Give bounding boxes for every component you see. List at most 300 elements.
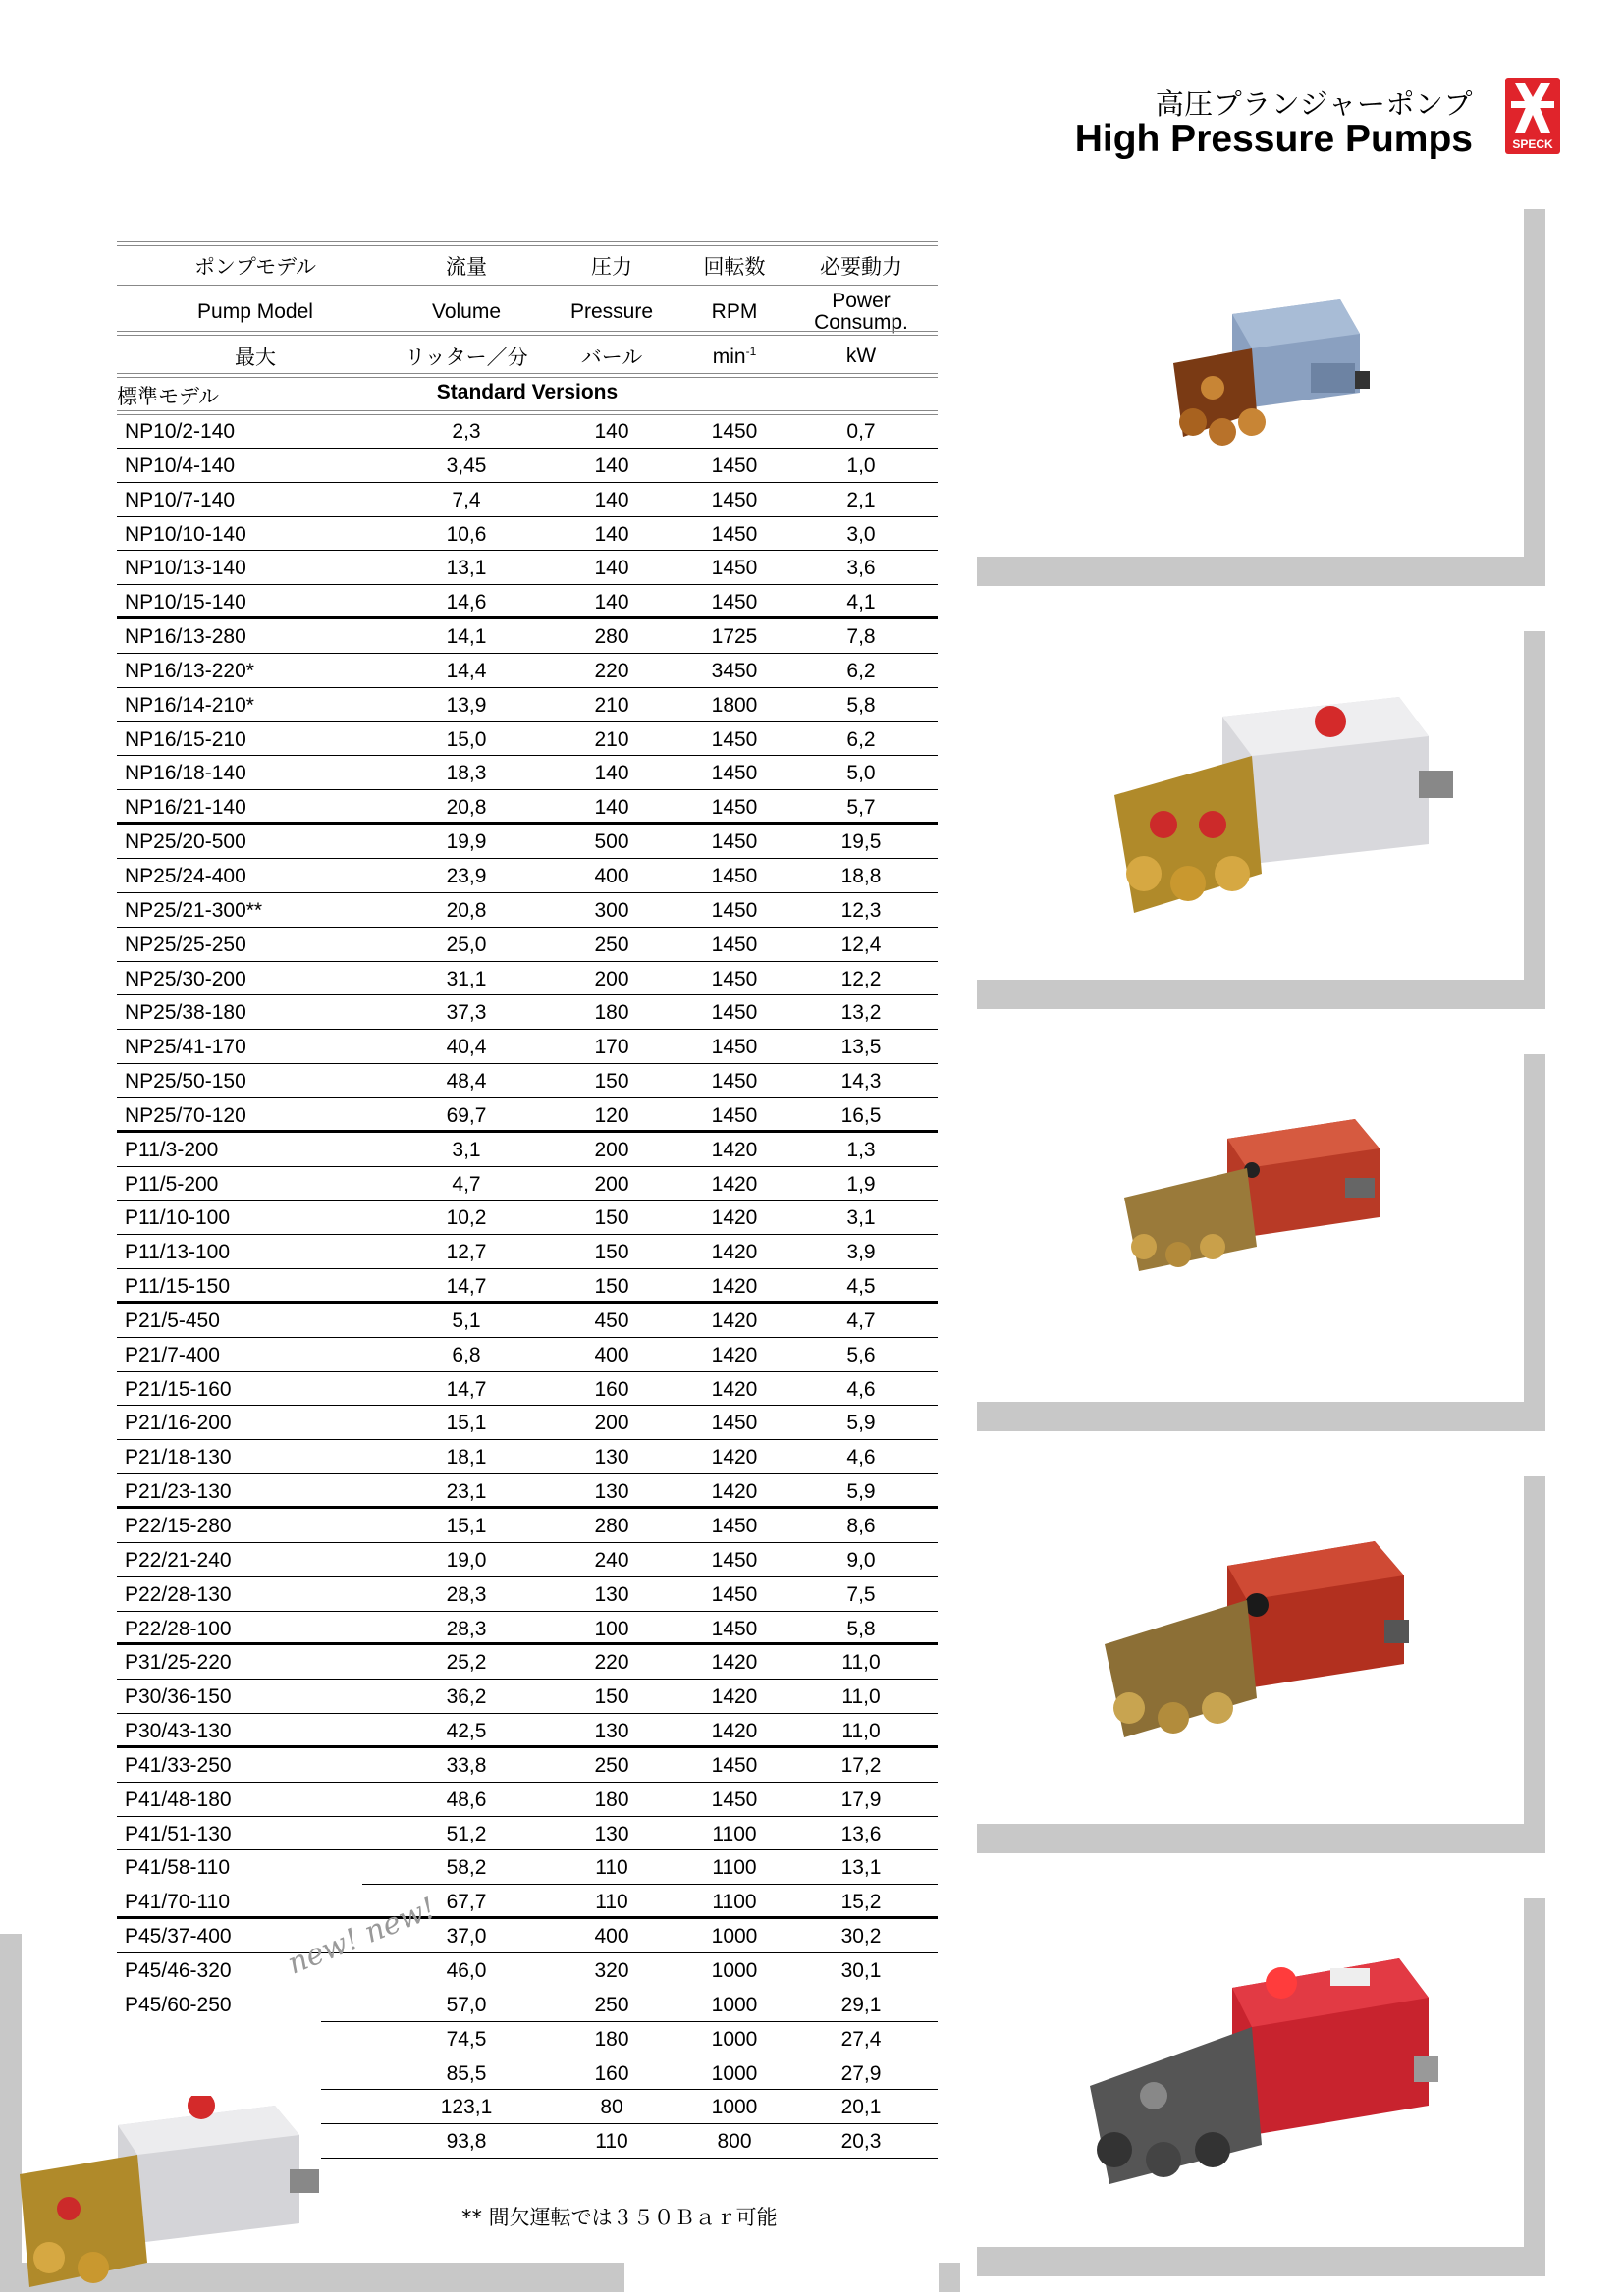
cell-volume: 3,1: [452, 1138, 481, 1161]
cell-power: 27,9: [840, 2061, 882, 2085]
cell-power: 16,5: [840, 1103, 882, 1127]
table-row: [117, 1680, 938, 1714]
cell-power: 11,0: [841, 1685, 881, 1709]
cell-rpm: 1450: [711, 488, 758, 511]
cell-pressure: 250: [594, 1753, 629, 1777]
cell-volume: 33,8: [446, 1753, 487, 1777]
table-row: [117, 1543, 938, 1577]
cell-pressure: 150: [594, 1275, 629, 1299]
cell-volume: 2,3: [452, 420, 481, 443]
cell-power: 13,2: [840, 1001, 882, 1025]
pump-image-blue: [1163, 294, 1370, 471]
cell-volume: 14,4: [446, 659, 487, 682]
cell-rpm: 1450: [711, 591, 758, 614]
table-body: [117, 414, 938, 2159]
cell-pressure: 210: [594, 727, 629, 751]
cell-rpm: 1450: [711, 933, 758, 956]
bracket-5-vertical: [1524, 1898, 1545, 2276]
cell-pressure: 130: [594, 1480, 629, 1504]
cell-rpm: 1450: [711, 1582, 758, 1606]
cell-volume: 23,9: [446, 864, 487, 887]
table-row: [117, 1440, 938, 1474]
cell-rpm: 1100: [712, 1856, 757, 1880]
table-row: [117, 1817, 938, 1851]
cell-volume: 14,7: [446, 1377, 487, 1401]
cell-power: 3,1: [846, 1206, 876, 1230]
cell-model: P21/15-160: [125, 1377, 232, 1401]
cell-pressure: 180: [594, 2027, 629, 2051]
cell-model: NP25/21-300**: [125, 898, 263, 922]
cell-rpm: 1420: [711, 1446, 758, 1469]
cell-volume: 19,0: [446, 1548, 487, 1572]
table-row: [117, 722, 938, 757]
cell-rpm: 1800: [711, 693, 758, 717]
cell-rpm: 1420: [711, 1275, 758, 1299]
cell-volume: 14,7: [446, 1275, 487, 1299]
cell-rpm: 1000: [711, 1958, 758, 1982]
cell-model: NP25/30-200: [125, 967, 246, 990]
cell-pressure: 160: [594, 2061, 629, 2085]
cell-model: P41/33-250: [125, 1753, 232, 1777]
cell-pressure: 140: [594, 488, 629, 511]
cell-power: 5,9: [846, 1412, 876, 1435]
cell-power: 0,7: [846, 420, 876, 443]
cell-volume: 15,1: [446, 1412, 487, 1435]
cell-model: NP25/41-170: [125, 1036, 246, 1059]
cell-rpm: 1420: [711, 1206, 758, 1230]
cell-volume: 15,0: [446, 727, 487, 751]
cell-pressure: 100: [594, 1617, 629, 1640]
cell-pressure: 140: [594, 420, 629, 443]
table-row: [117, 1372, 938, 1407]
table-row: [117, 1714, 938, 1748]
cell-pressure: 140: [594, 454, 629, 477]
cell-pressure: 150: [594, 1070, 629, 1094]
cell-model: NP25/24-400: [125, 864, 246, 887]
table-row: [117, 1919, 938, 1953]
col-header-rpm-jp: 回転数: [703, 255, 766, 279]
cell-rpm: 1450: [711, 1070, 758, 1094]
cell-volume: 7,4: [452, 488, 481, 511]
cell-volume: 28,3: [446, 1582, 487, 1606]
cell-model: NP25/70-120: [125, 1103, 246, 1127]
col-header-power-jp: 必要動力: [820, 255, 902, 279]
col-header-model: Pump Model: [197, 300, 313, 323]
col-header-power: Power Consump.: [814, 290, 908, 334]
cell-power: 4,6: [846, 1377, 876, 1401]
cell-model: NP10/7-140: [125, 488, 236, 511]
bracket-left-vertical: [0, 1934, 22, 2287]
table-row: [117, 1953, 938, 1988]
cell-rpm: 1450: [711, 1617, 758, 1640]
cell-model: P45/46-320: [125, 1958, 232, 1982]
bracket-1-horizontal: [977, 557, 1545, 586]
cell-model: NP16/13-280: [125, 625, 246, 649]
pump-image-grey-gold-bottom: [20, 2096, 319, 2287]
table-row: [117, 790, 938, 825]
cell-model: NP16/14-210*: [125, 693, 254, 717]
col-header-volume: Volume: [431, 300, 502, 323]
cell-rpm: 1450: [711, 1103, 758, 1127]
cell-volume: 37,3: [446, 1001, 487, 1025]
cell-power: 2,1: [846, 488, 876, 511]
cell-power: 9,0: [846, 1548, 876, 1572]
cell-pressure: 400: [594, 1343, 629, 1366]
speck-logo: [1505, 78, 1560, 154]
cell-pressure: 200: [594, 1138, 629, 1161]
table-row: [117, 688, 938, 722]
cell-model: P21/23-130: [125, 1480, 232, 1504]
cell-pressure: 210: [594, 693, 629, 717]
bracket-4-vertical: [1524, 1476, 1545, 1853]
cell-rpm: 1450: [711, 762, 758, 785]
cell-volume: 19,9: [446, 830, 487, 854]
cell-volume: 93,8: [446, 2130, 487, 2154]
table-row: [117, 756, 938, 790]
table-row: [117, 1850, 938, 1885]
table-row: [117, 1885, 938, 1919]
cell-model: P41/48-180: [125, 1788, 232, 1811]
cell-volume: 14,1: [446, 625, 487, 649]
cell-power: 3,6: [846, 557, 876, 580]
pump-image-red-large: [1085, 1949, 1438, 2189]
cell-model: P41/51-130: [125, 1822, 232, 1845]
cell-model: NP10/13-140: [125, 557, 246, 580]
cell-model: P21/16-200: [125, 1412, 232, 1435]
cell-power: 19,5: [840, 830, 882, 854]
cell-rpm: 1000: [711, 2061, 758, 2085]
cell-pressure: 130: [594, 1822, 629, 1845]
section-label-jp: 標準モデル: [117, 385, 219, 408]
cell-pressure: 180: [594, 1788, 629, 1811]
cell-model: P30/43-130: [125, 1720, 232, 1743]
cell-rpm: 1450: [711, 727, 758, 751]
table-row: [117, 551, 938, 585]
cell-model: P11/5-200: [125, 1172, 219, 1196]
table-row: [117, 1783, 938, 1817]
cell-rpm: 1450: [711, 1548, 758, 1572]
cell-rpm: 1420: [711, 1343, 758, 1366]
cell-volume: 13,1: [446, 557, 487, 580]
footnote: ** 間欠運転では３５０Ｂａｒ可能: [461, 2206, 778, 2229]
bracket-2-vertical: [1524, 631, 1545, 1009]
cell-volume: 10,2: [446, 1206, 487, 1230]
unit-rpm: $\min^{-1}$: [712, 344, 757, 368]
table-row: [117, 2022, 938, 2056]
cell-power: 1,0: [846, 454, 876, 477]
cell-power: 12,4: [840, 933, 882, 956]
cell-model: NP10/10-140: [125, 522, 246, 546]
cell-volume: 20,8: [446, 898, 487, 922]
cell-model: P21/18-130: [125, 1446, 232, 1469]
cell-rpm: 1420: [711, 1172, 758, 1196]
cell-pressure: 220: [594, 659, 629, 682]
cell-model: P22/28-100: [125, 1617, 232, 1640]
cell-power: 6,2: [846, 727, 876, 751]
cell-power: 13,1: [840, 1856, 882, 1880]
cell-pressure: 220: [594, 1651, 629, 1675]
cell-volume: 57,0: [446, 1993, 487, 2016]
cell-power: 17,2: [840, 1753, 882, 1777]
table-row: [117, 928, 938, 962]
cell-pressure: 500: [594, 830, 629, 854]
cell-power: 5,8: [846, 693, 876, 717]
cell-rpm: 1000: [711, 1993, 758, 2016]
cell-pressure: 140: [594, 762, 629, 785]
title-english: High Pressure Pumps: [1074, 118, 1473, 160]
table-row: [117, 517, 938, 552]
cell-model: P45/60-250: [125, 1993, 232, 2016]
cell-pressure: 400: [594, 1925, 629, 1949]
new-tag-text: new! new!: [283, 1891, 441, 1982]
cell-model: P22/28-130: [125, 1582, 232, 1606]
cell-pressure: 400: [594, 864, 629, 887]
cell-power: 8,6: [846, 1515, 876, 1537]
cell-volume: 46,0: [446, 1958, 487, 1982]
cell-rpm: 1000: [711, 2096, 758, 2119]
cell-rpm: 1420: [711, 1138, 758, 1161]
cell-power: 29,1: [840, 1993, 882, 2016]
cell-volume: 67,7: [446, 1891, 487, 1914]
cell-pressure: 200: [594, 1172, 629, 1196]
units-row: [117, 340, 938, 373]
cell-volume: 3,45: [446, 454, 487, 477]
cell-pressure: 130: [594, 1720, 629, 1743]
cell-model: P41/58-110: [125, 1856, 231, 1880]
table-row: [117, 585, 938, 619]
cell-volume: 10,6: [446, 522, 487, 546]
cell-pressure: 140: [594, 796, 629, 820]
cell-volume: 36,2: [446, 1685, 487, 1709]
cell-power: 3,0: [846, 522, 876, 546]
cell-volume: 12,7: [446, 1241, 487, 1264]
cell-model: NP16/18-140: [125, 762, 246, 785]
cell-pressure: 150: [594, 1685, 629, 1709]
cell-volume: 51,2: [446, 1822, 487, 1845]
cell-rpm: 1450: [711, 1788, 758, 1811]
cell-pressure: 150: [594, 1241, 629, 1264]
cell-volume: 25,0: [446, 933, 487, 956]
cell-volume: 18,3: [446, 762, 487, 785]
table-row: [117, 1201, 938, 1235]
header-rule: [117, 331, 938, 336]
cell-volume: 40,4: [446, 1036, 487, 1059]
cell-rpm: 1420: [711, 1480, 758, 1504]
cell-pressure: 450: [594, 1308, 629, 1332]
table-row: [117, 1577, 938, 1612]
cell-power: 4,7: [846, 1308, 876, 1332]
logo-text: SPECK: [1512, 137, 1553, 151]
cell-model: P11/10-100: [125, 1206, 231, 1230]
cell-rpm: 1450: [711, 864, 758, 887]
cell-pressure: 250: [594, 1993, 629, 2016]
cell-rpm: 1725: [711, 625, 758, 649]
table-row: [117, 1098, 938, 1133]
cell-power: 11,0: [841, 1720, 881, 1743]
table-row: [117, 825, 938, 859]
cell-rpm: 1420: [711, 1308, 758, 1332]
cell-pressure: 250: [594, 933, 629, 956]
cell-power: 7,8: [846, 625, 876, 649]
cell-rpm: 1450: [711, 454, 758, 477]
cell-power: 5,7: [846, 796, 876, 820]
title-japanese: 高圧プランジャーポンプ: [1155, 87, 1473, 121]
col-header-volume-jp: 流量: [446, 255, 487, 279]
bracket-5-horizontal: [977, 2247, 1545, 2276]
cell-model: NP25/25-250: [125, 933, 246, 956]
cell-rpm: 1100: [712, 1822, 757, 1845]
cell-model: NP10/4-140: [125, 454, 236, 477]
cell-power: 6,2: [846, 659, 876, 682]
cell-volume: 25,2: [446, 1651, 487, 1675]
bracket-3-horizontal: [977, 1402, 1545, 1431]
table-row: [117, 893, 938, 928]
cell-pressure: 120: [594, 1103, 629, 1127]
cell-volume: 48,6: [446, 1788, 487, 1811]
table-row: [117, 1167, 938, 1201]
cell-rpm: 1450: [711, 420, 758, 443]
cell-rpm: 1000: [711, 2027, 758, 2051]
cell-power: 1,9: [846, 1172, 876, 1196]
table-row: [117, 449, 938, 483]
table-row: [117, 1304, 938, 1338]
cell-volume: 6,8: [452, 1343, 481, 1366]
cell-power: 12,2: [840, 967, 882, 990]
cell-volume: 15,1: [446, 1515, 487, 1537]
cell-model: NP10/2-140: [125, 420, 236, 443]
cell-model: P41/70-110: [125, 1891, 231, 1914]
cell-power: 5,8: [846, 1617, 876, 1640]
cell-power: 1,3: [846, 1138, 876, 1161]
table-row: [117, 619, 938, 654]
unit-pressure: バール: [580, 346, 643, 369]
table-row: [117, 1509, 938, 1543]
table-row: [117, 962, 938, 996]
cell-volume: 28,3: [446, 1617, 487, 1640]
cell-model: NP16/13-220*: [125, 659, 254, 682]
table-row: [117, 2056, 938, 2091]
bracket-2-horizontal: [977, 980, 1545, 1009]
cell-model: NP25/50-150: [125, 1070, 246, 1094]
pump-image-grey-gold: [1105, 677, 1453, 923]
cell-model: P21/7-400: [125, 1343, 220, 1366]
col-header-pressure: Pressure: [569, 300, 654, 323]
cell-pressure: 80: [600, 2096, 623, 2119]
cell-model: NP16/21-140: [125, 796, 246, 820]
cell-volume: 48,4: [446, 1070, 487, 1094]
table-row: [117, 1612, 938, 1646]
cell-power: 5,6: [846, 1343, 876, 1366]
table-row: [117, 859, 938, 893]
table-row: [117, 1645, 938, 1680]
cell-rpm: 1450: [711, 830, 758, 854]
cell-pressure: 240: [594, 1548, 629, 1572]
cell-rpm: 1420: [711, 1241, 758, 1264]
table-row: [117, 1133, 938, 1167]
pump-image-red-medium: [1100, 1526, 1409, 1747]
cell-power: 13,6: [840, 1822, 882, 1845]
col-header-model-jp: ポンプモデル: [193, 255, 317, 279]
bracket-3-vertical: [1524, 1054, 1545, 1431]
cell-pressure: 200: [594, 967, 629, 990]
cell-pressure: 280: [594, 1515, 629, 1537]
cell-model: NP25/20-500: [125, 830, 246, 854]
cell-rpm: 1450: [711, 1036, 758, 1059]
cell-pressure: 170: [594, 1036, 629, 1059]
table-row: [117, 1235, 938, 1269]
cell-model: P45/37-400: [125, 1925, 232, 1949]
cell-volume: 42,5: [446, 1720, 487, 1743]
cell-rpm: 1420: [711, 1377, 758, 1401]
cell-rpm: 1450: [711, 967, 758, 990]
cell-model: P11/3-200: [125, 1138, 219, 1161]
cell-model: P30/36-150: [125, 1685, 232, 1709]
table-row: [117, 1030, 938, 1064]
table-row: [117, 1406, 938, 1440]
cell-power: 30,1: [840, 1958, 882, 1982]
cell-power: 27,4: [840, 2027, 882, 2051]
pump-image-red-small: [1119, 1109, 1384, 1281]
cell-power: 7,5: [846, 1582, 876, 1606]
cell-power: 20,3: [840, 2130, 882, 2154]
bracket-left-stub: [939, 2263, 960, 2292]
unit-volume: リッター／分: [405, 346, 528, 369]
unit-max: 最大: [235, 346, 276, 369]
cell-volume: 69,7: [446, 1103, 487, 1127]
cell-power: 30,2: [840, 1925, 882, 1949]
units-rule: [117, 373, 938, 378]
cell-power: 17,9: [840, 1788, 882, 1811]
cell-pressure: 300: [594, 898, 629, 922]
table-top-rule: [117, 241, 938, 246]
cell-rpm: 1450: [711, 1753, 758, 1777]
cell-rpm: 1420: [711, 1685, 758, 1709]
cell-rpm: 1450: [711, 1515, 758, 1537]
cell-rpm: 1450: [711, 557, 758, 580]
cell-pressure: 130: [594, 1582, 629, 1606]
cell-volume: 5,1: [452, 1308, 481, 1332]
cell-pressure: 140: [594, 591, 629, 614]
bracket-1-vertical: [1524, 209, 1545, 586]
cell-power: 15,2: [840, 1891, 882, 1914]
cell-model: NP25/38-180: [125, 1001, 246, 1025]
table-row: [117, 1338, 938, 1372]
cell-model: P11/15-150: [125, 1275, 231, 1299]
cell-rpm: 1420: [711, 1651, 758, 1675]
cell-rpm: 1000: [711, 1925, 758, 1949]
cell-volume: 85,5: [446, 2061, 487, 2085]
cell-pressure: 110: [595, 2130, 628, 2154]
cell-volume: 18,1: [446, 1446, 487, 1469]
cell-rpm: 1450: [711, 898, 758, 922]
cell-rpm: 800: [717, 2130, 752, 2154]
table-row: [117, 483, 938, 517]
cell-power: 14,3: [840, 1070, 882, 1094]
cell-rpm: 1450: [711, 522, 758, 546]
cell-power: 4,6: [846, 1446, 876, 1469]
table-row: [117, 1988, 938, 2022]
cell-power: 4,5: [846, 1275, 876, 1299]
cell-power: 12,3: [840, 898, 882, 922]
cell-model: P22/21-240: [125, 1548, 232, 1572]
cell-volume: 14,6: [446, 591, 487, 614]
cell-model: P21/5-450: [125, 1308, 220, 1332]
table-row: [117, 1748, 938, 1783]
cell-pressure: 110: [595, 1891, 628, 1914]
cell-rpm: 1450: [711, 1412, 758, 1435]
table-row: [117, 1269, 938, 1304]
cell-model: P31/25-220: [125, 1651, 232, 1675]
